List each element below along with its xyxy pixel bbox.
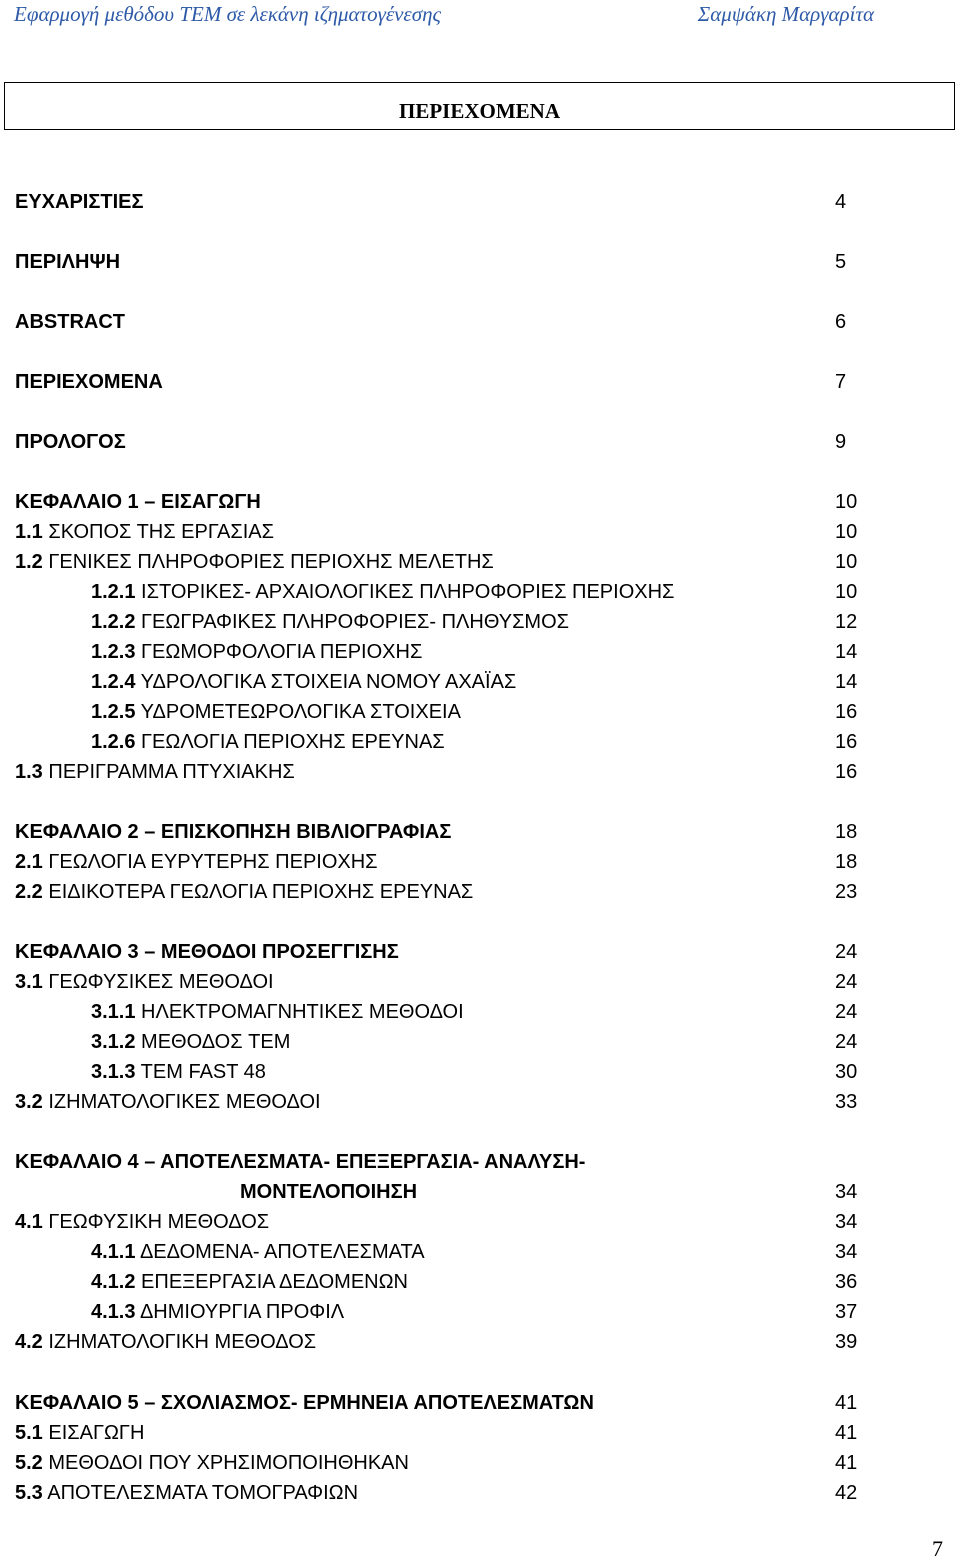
toc-entry-page: 16: [835, 731, 858, 753]
toc-entry-label: 1.3: [15, 761, 43, 783]
toc-entry-page: 10: [835, 521, 858, 543]
toc-entry-label: 3.1.2: [91, 1031, 136, 1053]
toc-entry-title: ΙΣΤΟΡΙΚΕΣ- ΑΡΧΑΙΟΛΟΓΙΚΕΣ ΠΛΗΡΟΦΟΡΙΕΣ ΠΕΡΙΟΧΗΣ: [135, 581, 675, 603]
toc-entry[interactable]: [0, 1300, 960, 1328]
toc-entry-label: 4.2: [15, 1331, 43, 1353]
toc-entry-label: 3.1.3: [91, 1061, 136, 1083]
toc-entry-title: ΜΕΘΟΔΟΙ ΠΟΥ ΧΡΗΣΙΜΟΠΟΙΗΘΗΚΑΝ: [42, 1452, 409, 1474]
toc-entry[interactable]: [0, 1421, 960, 1449]
running-header: [0, 0, 960, 30]
toc-entry-label: 1.2.5: [91, 701, 136, 723]
toc-entry-label: ΠΡΟΛΟΓΟΣ: [15, 431, 126, 453]
toc-entry-label: ΚΕΦΑΛΑΙΟ 4 – ΑΠΟΤΕΛΕΣΜΑΤΑ- ΕΠΕΞΕΡΓΑΣΙΑ- ΑΝΑΛΥΣΗ-: [15, 1151, 586, 1173]
toc-entry-title: ΓΕΝΙΚΕΣ ΠΛΗΡΟΦΟΡΙΕΣ ΠΕΡΙΟΧΗΣ ΜΕΛΕΤΗΣ: [42, 551, 494, 573]
toc-entry-page: 16: [835, 761, 858, 783]
toc-entry[interactable]: [0, 370, 960, 398]
toc-entry-page: 24: [835, 1031, 858, 1053]
toc-entry-title: ΕΙΔΙΚΟΤΕΡΑ ΓΕΩΛΟΓΙΑ ΠΕΡΙΟΧΗΣ ΕΡΕΥΝΑΣ: [42, 881, 474, 903]
toc-entry-label: ΠΕΡΙΕΧΟΜΕΝΑ: [15, 371, 163, 393]
toc-entry-label: ΕΥΧΑΡΙΣΤΙΕΣ: [15, 191, 144, 213]
toc-entry-page: 37: [835, 1301, 858, 1323]
toc-entry-title: ΕΙΣΑΓΩΓΗ: [42, 1422, 145, 1444]
toc-entry-page: 34: [835, 1211, 858, 1233]
toc-entry[interactable]: [0, 250, 960, 278]
toc-entry[interactable]: [0, 310, 960, 338]
toc-entry-label: 2.1: [15, 851, 43, 873]
toc-entry-page: 10: [835, 581, 858, 603]
contents-title-box: [4, 82, 955, 130]
toc-entry-page: 33: [835, 1091, 858, 1113]
toc-entry-page: 6: [835, 311, 847, 333]
page-number: 7: [932, 1536, 943, 1561]
toc-entry-label: ΚΕΦΑΛΑΙΟ 3 – ΜΕΘΟΔΟΙ ΠΡΟΣΕΓΓΙΣΗΣ: [15, 941, 399, 963]
toc-entry[interactable]: [0, 880, 960, 908]
toc-entry-page: 36: [835, 1271, 858, 1293]
toc-entry-label: 3.2: [15, 1091, 43, 1113]
toc-entry[interactable]: [0, 820, 960, 848]
toc-entry-label: 2.2: [15, 881, 43, 903]
header-document-title: Εφαρμογή μεθόδου TEM σε λεκάνη ιζηματογένεσης: [14, 2, 442, 26]
toc-entry-page: 14: [835, 671, 858, 693]
toc-entry-title: ΕΠΕΞΕΡΓΑΣΙΑ ΔΕΔΟΜΕΝΩΝ: [135, 1271, 409, 1293]
toc-entry-label: ΜΟΝΤΕΛΟΠΟΙΗΣΗ: [240, 1181, 418, 1203]
toc-entry-page: 30: [835, 1061, 858, 1083]
toc-entry-label: 1.2.6: [91, 731, 136, 753]
toc-entry[interactable]: [0, 430, 960, 458]
toc-entry-page: 4: [835, 191, 847, 213]
toc-entry-page: 7: [835, 371, 847, 393]
toc-entry-title: ΔΕΔΟΜΕΝΑ- ΑΠΟΤΕΛΕΣΜΑΤΑ: [135, 1241, 425, 1263]
toc-entry-label: 4.1.2: [91, 1271, 136, 1293]
toc-entry-title: ΣΚΟΠΟΣ ΤΗΣ ΕΡΓΑΣΙΑΣ: [42, 521, 274, 543]
toc-entry-title: ΓΕΩΜΟΡΦΟΛΟΓΙΑ ΠΕΡΙΟΧΗΣ: [135, 641, 423, 663]
toc-entry[interactable]: [0, 670, 960, 698]
header-author: Σαμψάκη Μαργαρίτα: [697, 2, 874, 26]
toc-entry-page: 16: [835, 701, 858, 723]
toc-entry[interactable]: [0, 1391, 960, 1419]
toc-entry[interactable]: [0, 580, 960, 608]
toc-entry-page: 18: [835, 851, 858, 873]
toc-entry-title: ΔΗΜΙΟΥΡΓΙΑ ΠΡΟΦΙΛ: [135, 1301, 345, 1323]
toc-entry[interactable]: [0, 1330, 960, 1358]
page-title: ΠΕΡΙΕΧΟΜΕΝΑ: [398, 99, 560, 123]
toc-entry-page: 41: [835, 1452, 858, 1474]
toc-entry[interactable]: [0, 850, 960, 878]
toc-entry-page: 42: [835, 1482, 858, 1504]
toc-entry[interactable]: [0, 700, 960, 728]
toc-entry-label: 5.3: [15, 1482, 43, 1504]
toc-entry[interactable]: [0, 1240, 960, 1268]
toc-entry-label: 4.1.3: [91, 1301, 136, 1323]
toc-entry-label: 1.2.4: [91, 671, 136, 693]
toc-entry-page: 10: [835, 491, 858, 513]
toc-entry-page: 24: [835, 971, 858, 993]
toc-entry[interactable]: [0, 730, 960, 758]
toc-entry-title: ΗΛΕΚΤΡΟΜΑΓΝΗΤΙΚΕΣ ΜΕΘΟΔΟΙ: [135, 1001, 464, 1023]
toc-entry[interactable]: [0, 1451, 960, 1479]
toc-entry-page: 5: [835, 251, 847, 273]
toc-entry-label: ΚΕΦΑΛΑΙΟ 1 – ΕΙΣΑΓΩΓΗ: [15, 491, 261, 513]
toc-entry[interactable]: [0, 1000, 960, 1028]
toc-entry-label: 4.1.1: [91, 1241, 136, 1263]
toc-entry-title: ΙΖΗΜΑΤΟΛΟΓΙΚΕΣ ΜΕΘΟΔΟΙ: [42, 1091, 321, 1113]
toc-entry-label: ΚΕΦΑΛΑΙΟ 5 – ΣΧΟΛΙΑΣΜΟΣ- ΕΡΜΗΝΕΙΑ ΑΠΟΤΕΛΕΣΜΑΤΩΝ: [15, 1392, 594, 1414]
toc-entry[interactable]: [0, 490, 960, 518]
toc-entry-page: 34: [835, 1181, 858, 1203]
toc-entry-title: ΓΕΩΓΡΑΦΙΚΕΣ ΠΛΗΡΟΦΟΡΙΕΣ- ΠΛΗΘΥΣΜΟΣ: [135, 611, 570, 633]
toc-entry-title: ΓΕΩΦΥΣΙΚΕΣ ΜΕΘΟΔΟΙ: [42, 971, 274, 993]
toc-entry-label: 1.2.2: [91, 611, 136, 633]
toc-entry-page: 24: [835, 1001, 858, 1023]
toc-entry[interactable]: [0, 760, 960, 788]
toc-entry[interactable]: [0, 1210, 960, 1238]
toc-entry-page: 39: [835, 1331, 858, 1353]
toc-entry[interactable]: [0, 640, 960, 668]
toc-entry[interactable]: [0, 1270, 960, 1298]
toc-entry-label: 1.1: [15, 521, 43, 543]
toc-entry-label: ΠΕΡΙΛΗΨΗ: [15, 251, 121, 273]
toc-entry-title: ΓΕΩΛΟΓΙΑ ΠΕΡΙΟΧΗΣ ΕΡΕΥΝΑΣ: [135, 731, 445, 753]
toc-entry[interactable]: [0, 970, 960, 998]
toc-entry-title: ΜΕΘΟΔΟΣ TEM: [135, 1031, 291, 1053]
toc-entry-title: ΥΔΡΟΜΕΤΕΩΡΟΛΟΓΙΚΑ ΣΤΟΙΧΕΙΑ: [135, 701, 461, 723]
toc-entry[interactable]: [0, 1030, 960, 1058]
toc-entry-page: 41: [835, 1392, 858, 1414]
toc-entry-page: 34: [835, 1241, 858, 1263]
toc-entry-label: 5.1: [15, 1422, 43, 1444]
toc-entry-title: TEM FAST 48: [135, 1061, 266, 1083]
toc-entry-title: ΑΠΟΤΕΛΕΣΜΑΤΑ ΤΟΜΟΓΡΑΦΙΩΝ: [42, 1482, 359, 1504]
toc-entry[interactable]: [0, 520, 960, 548]
toc-entry-page: 23: [835, 881, 858, 903]
toc-entry-label: 1.2: [15, 551, 43, 573]
toc-entry[interactable]: [0, 1150, 960, 1178]
toc-entry[interactable]: [0, 550, 960, 578]
toc-entry[interactable]: [0, 940, 960, 968]
toc-entry-page: 14: [835, 641, 858, 663]
toc-entry[interactable]: [0, 1060, 960, 1088]
toc-entry-page: 12: [835, 611, 858, 633]
toc-entry-title: ΓΕΩΛΟΓΙΑ ΕΥΡΥΤΕΡΗΣ ΠΕΡΙΟΧΗΣ: [42, 851, 378, 873]
toc-entry-label: 3.1.1: [91, 1001, 136, 1023]
toc-entry-page: 9: [835, 431, 847, 453]
toc-entry-label: ΚΕΦΑΛΑΙΟ 2 – ΕΠΙΣΚΟΠΗΣΗ ΒΙΒΛΙΟΓΡΑΦΙΑΣ: [15, 821, 452, 843]
toc-entry[interactable]: [0, 190, 960, 218]
toc-entry-label: 1.2.1: [91, 581, 136, 603]
toc-entry-label: 1.2.3: [91, 641, 136, 663]
toc-entry-page: 24: [835, 941, 858, 963]
toc-entry-label: 3.1: [15, 971, 43, 993]
toc-entry-page: 41: [835, 1422, 858, 1444]
toc-entry-label: 5.2: [15, 1452, 43, 1474]
toc-entry[interactable]: [0, 1090, 960, 1118]
toc-entry[interactable]: [0, 1481, 960, 1509]
toc-entry-page: 18: [835, 821, 858, 843]
toc-entry[interactable]: [0, 1180, 960, 1208]
toc-entry-title: ΙΖΗΜΑΤΟΛΟΓΙΚΗ ΜΕΘΟΔΟΣ: [42, 1331, 317, 1353]
toc-entry-title: ΥΔΡΟΛΟΓΙΚΑ ΣΤΟΙΧΕΙΑ ΝΟΜΟΥ ΑΧΑΪΑΣ: [135, 671, 517, 693]
toc-entry-page: 10: [835, 551, 858, 573]
toc-entry[interactable]: [0, 610, 960, 638]
toc-entry-label: 4.1: [15, 1211, 43, 1233]
toc-entry-title: ΓΕΩΦΥΣΙΚΗ ΜΕΘΟΔΟΣ: [42, 1211, 270, 1233]
toc-entry-label: ABSTRACT: [15, 311, 125, 333]
toc-entry-title: ΠΕΡΙΓΡΑΜΜΑ ΠΤΥΧΙΑΚΗΣ: [42, 761, 295, 783]
